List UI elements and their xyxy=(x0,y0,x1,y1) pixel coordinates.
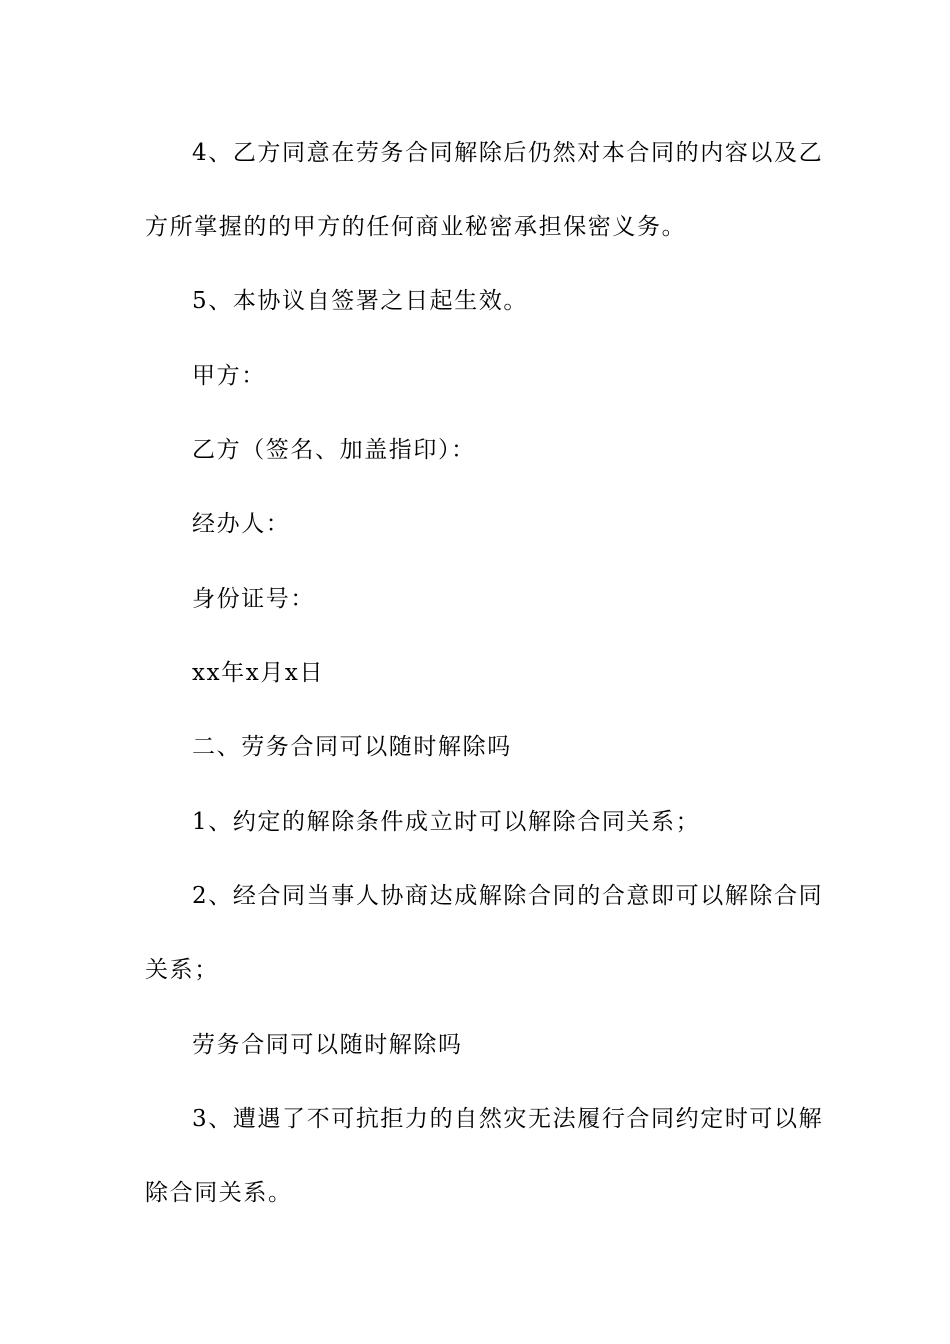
section-2-item-3-line-2: 除合同关系。 xyxy=(145,1180,293,1206)
handler-label: 经办人： xyxy=(192,511,291,537)
section-2-item-3-line-1: 3、遭遇了不可抗拒力的自然灾无法履行合同约定时可以解 xyxy=(192,1106,824,1132)
section-2-item-1: 1、约定的解除条件成立时可以解除合同关系； xyxy=(192,809,701,835)
party-a-label: 甲方： xyxy=(192,363,266,389)
section-2-subheading: 劳务合同可以随时解除吗 xyxy=(192,1032,463,1058)
section-2-item-2-line-1: 2、经合同当事人协商达成解除合同的合意即可以解除合同 xyxy=(192,883,824,909)
date-line: xx年x月x日 xyxy=(192,660,325,686)
clause-5: 5、本协议自签署之日起生效。 xyxy=(192,288,529,314)
section-2-heading: 二、劳务合同可以随时解除吗 xyxy=(192,734,512,760)
section-2-item-2-line-2: 关系； xyxy=(145,957,219,983)
party-b-signature-label: 乙方（签名、加盖指印）： xyxy=(192,437,476,463)
clause-4-line-1: 4、乙方同意在劳务合同解除后仍然对本合同的内容以及乙 xyxy=(192,140,824,166)
id-number-label: 身份证号： xyxy=(192,586,315,612)
clause-4-line-2: 方所掌握的的甲方的任何商业秘密承担保密义务。 xyxy=(145,214,687,240)
